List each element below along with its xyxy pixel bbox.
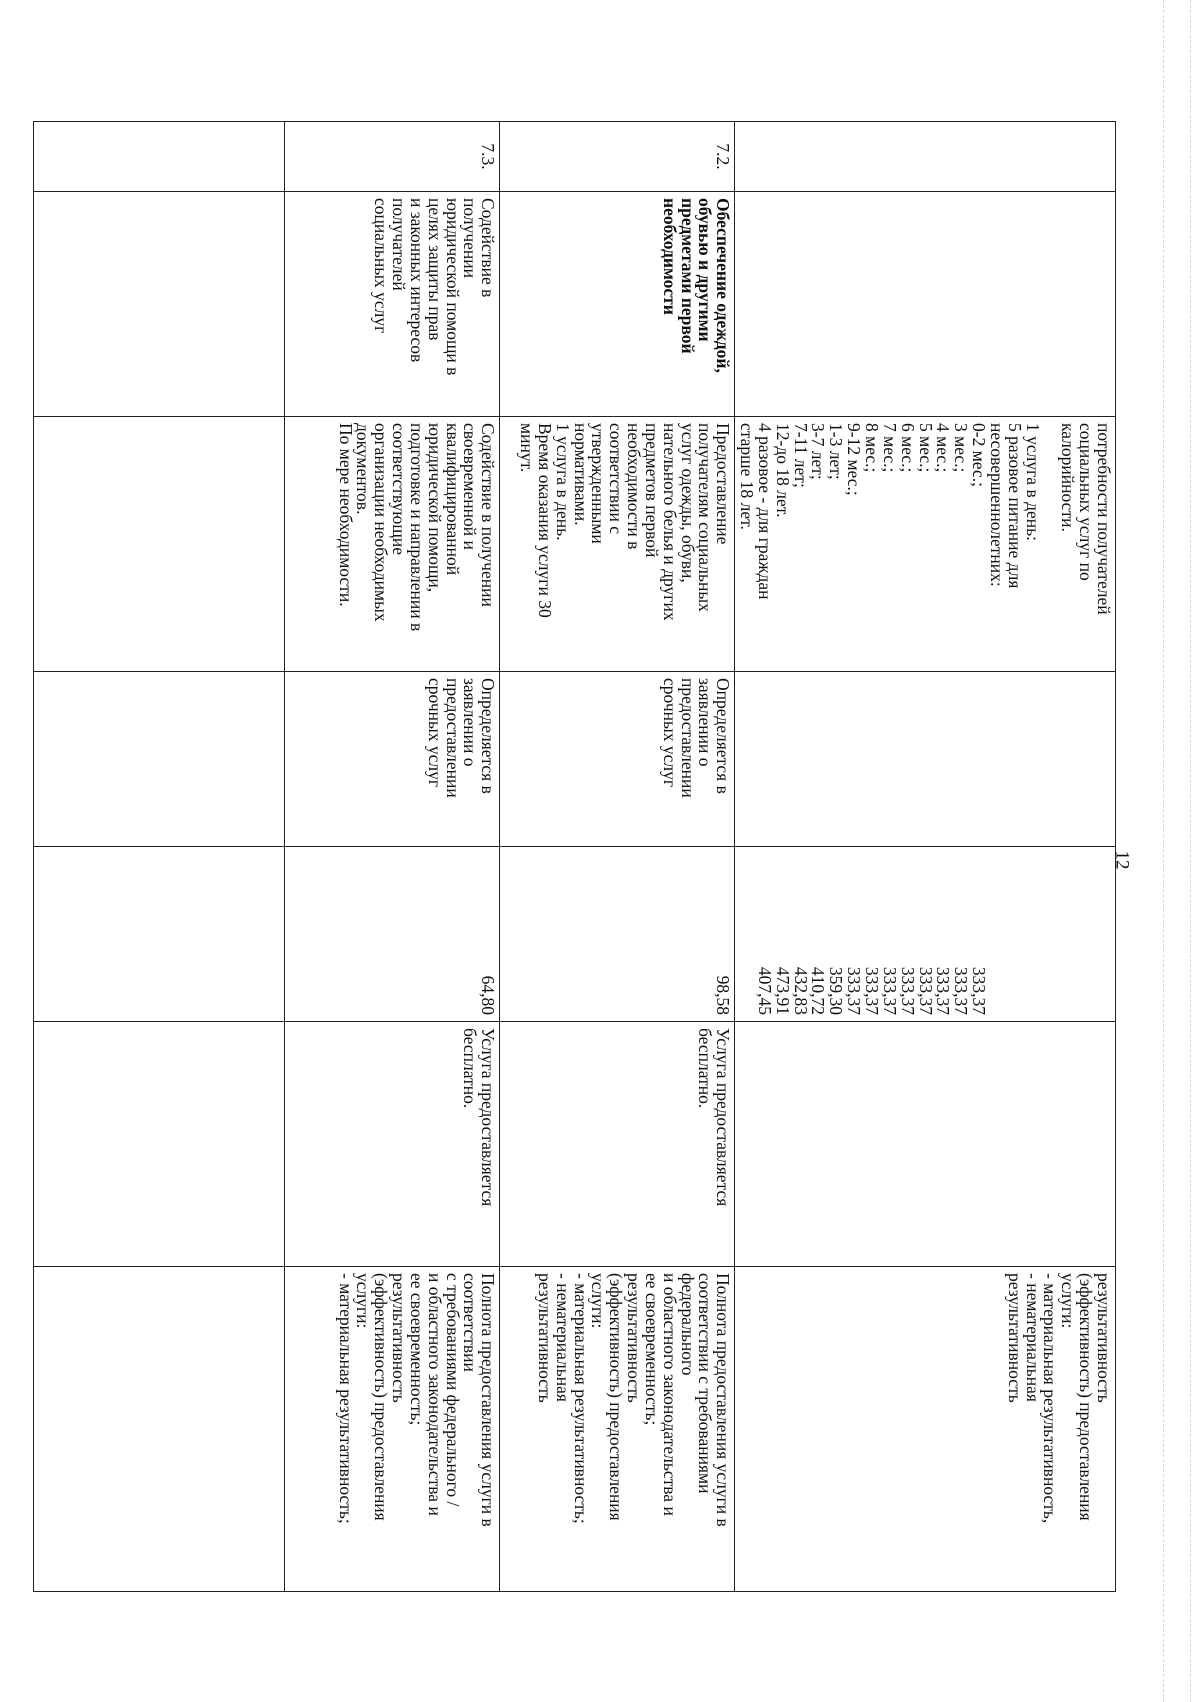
cell-line: - нематериальная — [1022, 1273, 1043, 1402]
cell-line: Услуга предоставляется — [478, 1028, 499, 1207]
cell-line: 8 мес.; — [862, 423, 883, 473]
cell-line: социальных услуг — [371, 198, 392, 334]
cell-line: 5 мес.; — [915, 423, 936, 473]
cell-line: утвержденными — [588, 423, 609, 544]
cell-quality — [735, 1267, 1116, 1592]
cell-line: предоставлении — [442, 678, 463, 798]
cell-line: 410,72 — [808, 966, 829, 1015]
cell-line: 333,37 — [897, 966, 918, 1015]
cell-line: организации необходимых — [371, 423, 392, 622]
cell-line: результативность — [624, 1273, 645, 1403]
cell-line: заявлении о — [460, 678, 481, 767]
cell-num — [735, 122, 1116, 192]
cell-line: 333,37 — [879, 966, 900, 1015]
cell-line: предметов первой — [641, 423, 662, 558]
cell-quality — [285, 1267, 500, 1592]
page-number: 12 — [1111, 850, 1133, 870]
cell-line: бесплатно. — [460, 1028, 481, 1109]
cell-line: 333,37 — [951, 966, 972, 1015]
cell-line: (эффективность) предоставления — [1076, 1273, 1097, 1521]
cell-line: По мере необходимости. — [335, 423, 356, 607]
cell-line: 333,37 — [969, 966, 990, 1015]
cell-line: калорийности. — [1058, 423, 1079, 532]
cell-line: 3-7 лет; — [808, 423, 829, 480]
cell-num: 7.2. — [500, 122, 735, 192]
cell-line: нормативами. — [570, 423, 591, 526]
cell-term — [735, 672, 1116, 847]
cell-line: с требованиями федерального / — [442, 1273, 463, 1507]
cell-line — [1094, 853, 1112, 1015]
rotated-table-wrapper — [125, 121, 1116, 1591]
cell-line: заявлении о — [695, 678, 716, 767]
cell-line: старше 18 лет. — [737, 423, 758, 530]
cell-line: 3 мес.; — [951, 423, 972, 473]
cell-line: 333,37 — [915, 966, 936, 1015]
cell-line: Обеспечение одеждой, — [713, 198, 734, 373]
cell-line: получателям социальных — [695, 423, 716, 612]
services-table — [33, 121, 1116, 1592]
cell-line: юридической помощи в — [442, 198, 463, 376]
cell-line: 1 услуга в день: — [1022, 423, 1043, 541]
cell-line — [987, 853, 1005, 1015]
cell-payment — [285, 1022, 500, 1267]
cell-line: срочных услуг — [424, 678, 445, 788]
cell-line: - материальная результативность; — [335, 1273, 356, 1524]
cell-line: Содействие в — [478, 198, 499, 298]
cell-line: документов. — [353, 423, 374, 515]
cell-empty — [34, 1022, 285, 1267]
cell-line: получении — [460, 198, 481, 279]
cell-line: и областного законодательства и — [659, 1273, 680, 1516]
cell-line: ее своевременность; — [641, 1273, 662, 1426]
cell-line: социальных услуг по — [1076, 423, 1097, 581]
cell-line: предметами первой — [677, 198, 698, 354]
cell-line: квалифицированной — [442, 423, 463, 576]
cell-line: бесплатно. — [695, 1028, 716, 1109]
cell-line: 7-11 лет; — [790, 423, 811, 488]
cell-payment — [735, 1022, 1116, 1267]
cell-line: 9-12 мес.; — [844, 423, 865, 496]
cell-line: 12-до 18 лет. — [772, 423, 793, 518]
cell-line: целях защиты прав — [424, 198, 445, 341]
cell-line: Время оказания услуги 30 — [534, 423, 555, 618]
cell-line: Полнота предоставления услуги в — [478, 1273, 499, 1527]
cell-line: соответствии с требованиями — [695, 1273, 716, 1494]
cell-line: результативность — [1094, 1273, 1114, 1403]
cell-line: 0-2 мес.; — [969, 423, 990, 487]
cell-empty — [34, 192, 285, 417]
cell-name — [500, 192, 735, 417]
cell-line: федерального — [677, 1273, 698, 1376]
cell-line — [1041, 853, 1059, 1015]
cell-line: 4 мес.; — [933, 423, 954, 473]
cell-line: 6 мес.; — [897, 423, 918, 473]
cell-line: Предоставление — [713, 423, 734, 545]
cell-term — [285, 672, 500, 847]
cell-tariff — [285, 847, 500, 1022]
table-row — [735, 122, 1116, 1592]
cell-line: 98,58 — [713, 975, 734, 1015]
cell-line: своевременной и — [460, 423, 481, 550]
cell-term — [500, 672, 735, 847]
cell-line: нательного белья и других — [659, 423, 680, 621]
cell-line: Определяется в — [478, 678, 499, 794]
cell-line: (эффективность) предоставления — [371, 1273, 392, 1521]
cell-line: (эффективность) предоставления — [606, 1273, 627, 1521]
cell-line: услуги: — [588, 1273, 609, 1329]
table-row — [500, 122, 735, 1592]
cell-quality — [500, 1267, 735, 1592]
scan-edge-line — [1163, 0, 1164, 1702]
cell-line: 1 услуга в день. — [552, 423, 573, 541]
cell-line: соответствии — [460, 1273, 481, 1372]
cell-line: результативность — [534, 1273, 555, 1403]
cell-line: - материальная результативность, — [1040, 1273, 1061, 1524]
cell-line: получателей — [389, 198, 410, 291]
cell-payment — [500, 1022, 735, 1267]
cell-line: предоставлении — [677, 678, 698, 798]
cell-line — [1058, 853, 1076, 1015]
cell-line: 333,37 — [862, 966, 883, 1015]
cell-line: 407,45 — [754, 966, 775, 1015]
cell-description — [500, 417, 735, 672]
cell-line: 473,91 — [772, 966, 793, 1015]
cell-line: Содействие в получении — [478, 423, 499, 607]
cell-line: соответствующие — [389, 423, 410, 555]
cell-line — [1005, 853, 1023, 1015]
table-row-empty — [34, 122, 285, 1592]
cell-line: 333,37 — [844, 966, 865, 1015]
cell-line: срочных услуг — [659, 678, 680, 788]
cell-line: услуги: — [1058, 1273, 1079, 1329]
cell-line: - нематериальная — [552, 1273, 573, 1402]
cell-line: Определяется в — [713, 678, 734, 794]
cell-line: юридической помощи, — [424, 423, 445, 593]
cell-line: несовершеннолетних: — [986, 423, 1007, 587]
cell-line: минут. — [517, 423, 537, 473]
cell-empty — [34, 1267, 285, 1592]
cell-line: 64,80 — [478, 975, 499, 1015]
cell-tariff — [500, 847, 735, 1022]
cell-line: 333,37 — [933, 966, 954, 1015]
cell-num: 7.3. — [285, 122, 500, 192]
cell-empty — [34, 122, 285, 192]
cell-line: результативность — [1004, 1273, 1025, 1403]
cell-line: и областного законодательства и — [424, 1273, 445, 1516]
cell-line — [1023, 853, 1041, 1015]
cell-line: результативность — [389, 1273, 410, 1403]
cell-line: - материальная результативность; — [570, 1273, 591, 1524]
cell-description — [735, 417, 1116, 672]
cell-line: услуги: — [353, 1273, 374, 1329]
cell-line: обувью и другими — [695, 198, 716, 342]
cell-line: услуг одежды, обуви, — [677, 423, 698, 583]
cell-line: 7 мес.; — [879, 423, 900, 473]
cell-line: 5 разовое питание для — [1004, 423, 1025, 589]
cell-name — [285, 192, 500, 417]
cell-line — [1076, 853, 1094, 1015]
cell-line — [1041, 423, 1059, 665]
cell-line: соответствии с — [606, 423, 627, 535]
cell-line: необходимости в — [624, 423, 645, 550]
cell-line: Полнота предоставления услуги в — [713, 1273, 734, 1527]
cell-line: Услуга предоставляется — [713, 1028, 734, 1207]
cell-line: 359,30 — [826, 966, 847, 1015]
cell-line: потребности получателей — [1094, 423, 1114, 615]
cell-line: 4 разовое - для граждан — [754, 423, 775, 600]
cell-line: 432,83 — [790, 966, 811, 1015]
cell-line: ее своевременность; — [406, 1273, 427, 1426]
cell-name — [735, 192, 1116, 417]
cell-line: 1-3 лет; — [826, 423, 847, 480]
cell-description — [285, 417, 500, 672]
cell-tariff — [735, 847, 1116, 1022]
cell-empty — [34, 417, 285, 672]
cell-empty — [34, 672, 285, 847]
cell-line: подготовке и направлении в — [406, 423, 427, 632]
table-row — [285, 122, 500, 1592]
cell-empty — [34, 847, 285, 1022]
cell-line: и законных интересов — [406, 198, 427, 363]
scan-edge-line — [1190, 0, 1191, 1702]
cell-line: необходимости — [659, 198, 680, 315]
